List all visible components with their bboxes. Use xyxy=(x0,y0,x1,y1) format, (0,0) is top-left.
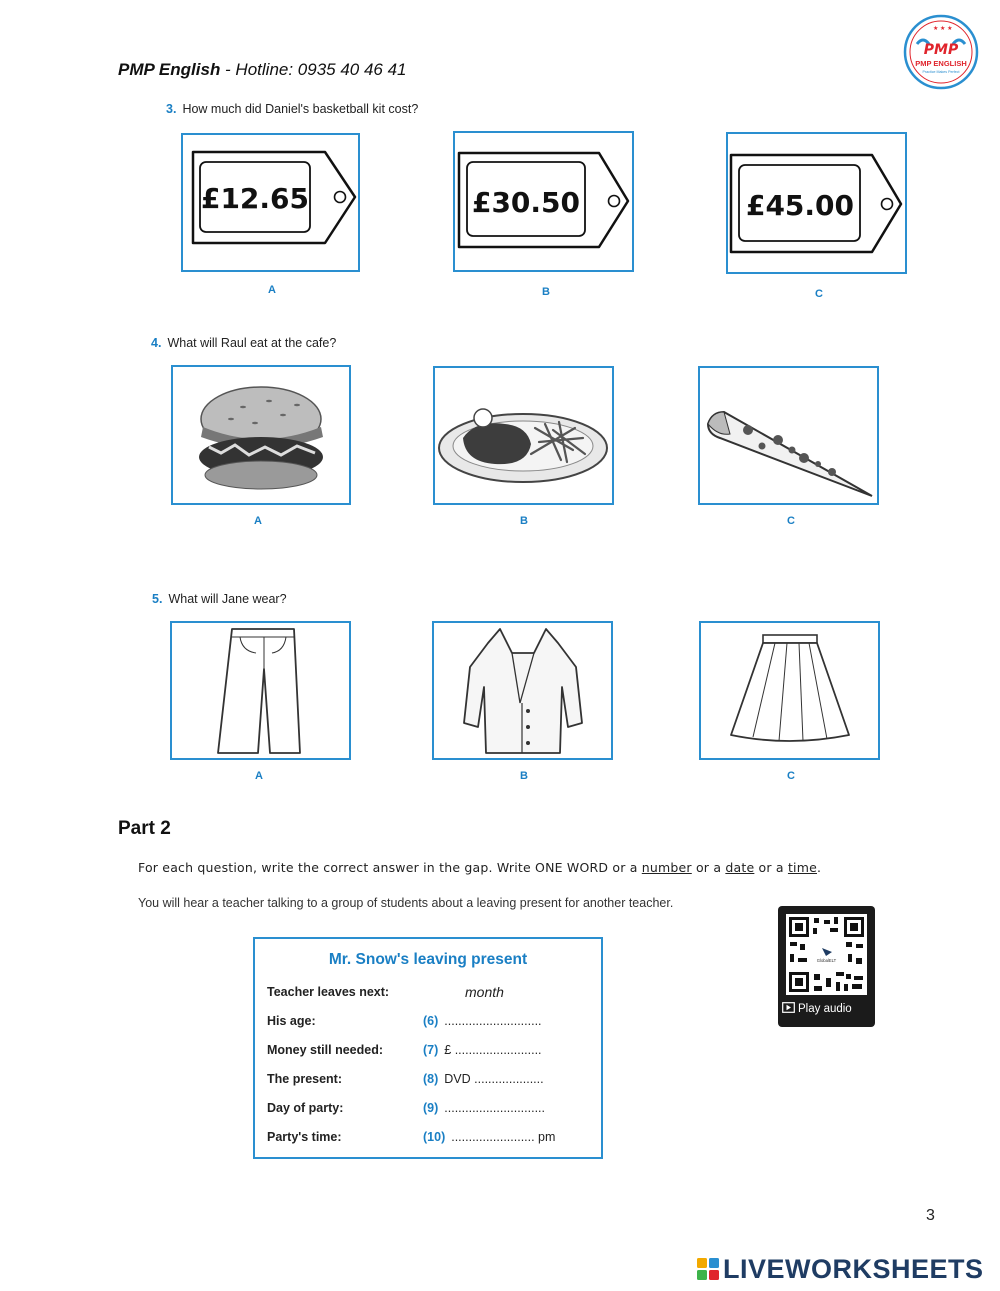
option-5b-box[interactable] xyxy=(432,621,613,760)
form-label-money: Money still needed: xyxy=(267,1043,383,1057)
instruction-start: For each question, write the correct answer in the gap. Write ONE WORD or a xyxy=(138,860,642,875)
form-label-age: His age: xyxy=(267,1014,316,1028)
option-5a-box[interactable] xyxy=(170,621,351,760)
logo-brand: PMP ENGLISH xyxy=(915,59,967,68)
instruction-or-1: or a xyxy=(691,860,726,875)
question-4-text: What will Raul eat at the cafe? xyxy=(167,336,337,350)
option-4b-box[interactable] xyxy=(433,366,614,505)
instruction-end: . xyxy=(816,860,822,875)
instruction-date: date xyxy=(725,860,755,875)
coat-icon xyxy=(434,623,611,758)
gap-number-10: (10) xyxy=(423,1130,446,1144)
question-4-number: 4. xyxy=(151,336,162,350)
header-brand: PMP English xyxy=(118,60,221,79)
form-label-day: Day of party: xyxy=(267,1101,344,1115)
option-4c-label: C xyxy=(787,515,795,527)
instruction-number: number xyxy=(641,860,692,875)
liveworksheets-brand[interactable] xyxy=(697,1254,984,1285)
gap-number-9: (9) xyxy=(423,1101,439,1115)
option-3c-label: C xyxy=(815,288,823,300)
part2-title: Part 2 xyxy=(118,818,171,839)
part2-instruction xyxy=(138,860,821,875)
form-label-leaves: Teacher leaves next: xyxy=(267,985,390,999)
burger-icon xyxy=(173,367,349,503)
play-audio-button[interactable] xyxy=(782,1002,871,1022)
option-3a-label: A xyxy=(268,284,276,296)
skirt-icon xyxy=(701,623,878,758)
logo-tagline: Practice Makes Perfect xyxy=(922,70,960,74)
gap-number-6: (6) xyxy=(423,1014,439,1028)
form-value-month: month xyxy=(465,984,504,1000)
play-audio-card[interactable] xyxy=(778,906,875,1027)
question-4 xyxy=(151,336,336,350)
part2-context: You will hear a teacher talking to a group of students about a leaving present for another teacher. xyxy=(138,896,674,910)
play-audio-label: Play audio xyxy=(798,1003,852,1015)
question-3-number: 3. xyxy=(166,102,177,116)
option-4b-label: B xyxy=(520,515,528,527)
price-3a: £12.65 xyxy=(200,182,310,215)
price-3b: £30.50 xyxy=(471,186,581,219)
price-3c: £45.00 xyxy=(745,189,855,222)
option-3b-label: B xyxy=(542,286,550,298)
gap-number-7: (7) xyxy=(423,1043,439,1057)
option-5c-label: C xyxy=(787,770,795,782)
form-label-present: The present: xyxy=(267,1072,343,1086)
instruction-time: time xyxy=(787,860,817,875)
gap-6-dots: ............................ xyxy=(444,1014,542,1028)
price-tag-icon xyxy=(728,134,905,272)
form-label-time: Party's time: xyxy=(267,1130,342,1144)
gap-10-dots: ........................ pm xyxy=(451,1130,556,1144)
answer-7-field[interactable] xyxy=(423,1043,542,1057)
question-5-number: 5. xyxy=(152,592,163,606)
liveworksheets-logo-icon xyxy=(697,1258,719,1280)
leaving-present-form xyxy=(253,937,603,1159)
answer-6-field[interactable] xyxy=(423,1014,542,1028)
instruction-or-2: or a xyxy=(754,860,788,875)
option-4c-box[interactable] xyxy=(698,366,879,505)
gap-7-dots: £ ......................... xyxy=(444,1043,542,1057)
gap-9-dots: ............................. xyxy=(444,1101,545,1115)
svg-text:★ ★ ★: ★ ★ ★ xyxy=(933,26,953,32)
logo-initials: PMP xyxy=(923,42,959,58)
answer-10-field[interactable] xyxy=(423,1130,555,1144)
form-title: Mr. Snow's leaving present xyxy=(328,951,528,968)
steak-and-fries-icon xyxy=(435,368,612,503)
option-5c-box[interactable] xyxy=(699,621,880,760)
gap-number-8: (8) xyxy=(423,1072,439,1086)
option-3a-box[interactable] xyxy=(181,133,360,272)
option-5a-label: A xyxy=(255,770,263,782)
option-3c-box[interactable] xyxy=(726,132,907,274)
price-tag-icon xyxy=(455,133,632,270)
liveworksheets-text: LIVEWORKSHEETS xyxy=(723,1254,984,1284)
answer-9-field[interactable] xyxy=(423,1101,545,1115)
option-5b-label: B xyxy=(520,770,528,782)
question-5-text: What will Jane wear? xyxy=(168,592,287,606)
page-number: 3 xyxy=(926,1207,935,1224)
play-icon xyxy=(782,1002,795,1013)
qr-code-icon xyxy=(786,914,867,995)
gap-8-dots: DVD .................... xyxy=(444,1072,544,1086)
question-3-text: How much did Daniel's basketball kit cost? xyxy=(182,102,419,116)
question-5 xyxy=(152,592,287,606)
option-4a-box[interactable] xyxy=(171,365,351,505)
pizza-slice-icon xyxy=(700,368,877,503)
option-3b-box[interactable] xyxy=(453,131,634,272)
price-tag-icon xyxy=(183,135,358,270)
answer-8-field[interactable] xyxy=(423,1072,544,1086)
option-4a-label: A xyxy=(254,515,262,527)
qr-caption: GlobalELT xyxy=(816,958,837,963)
page-header xyxy=(118,60,407,80)
pmp-english-logo xyxy=(903,14,979,90)
header-hotline: - Hotline: 0935 40 46 41 xyxy=(220,60,407,79)
question-3 xyxy=(166,102,418,116)
jeans-icon xyxy=(172,623,349,758)
